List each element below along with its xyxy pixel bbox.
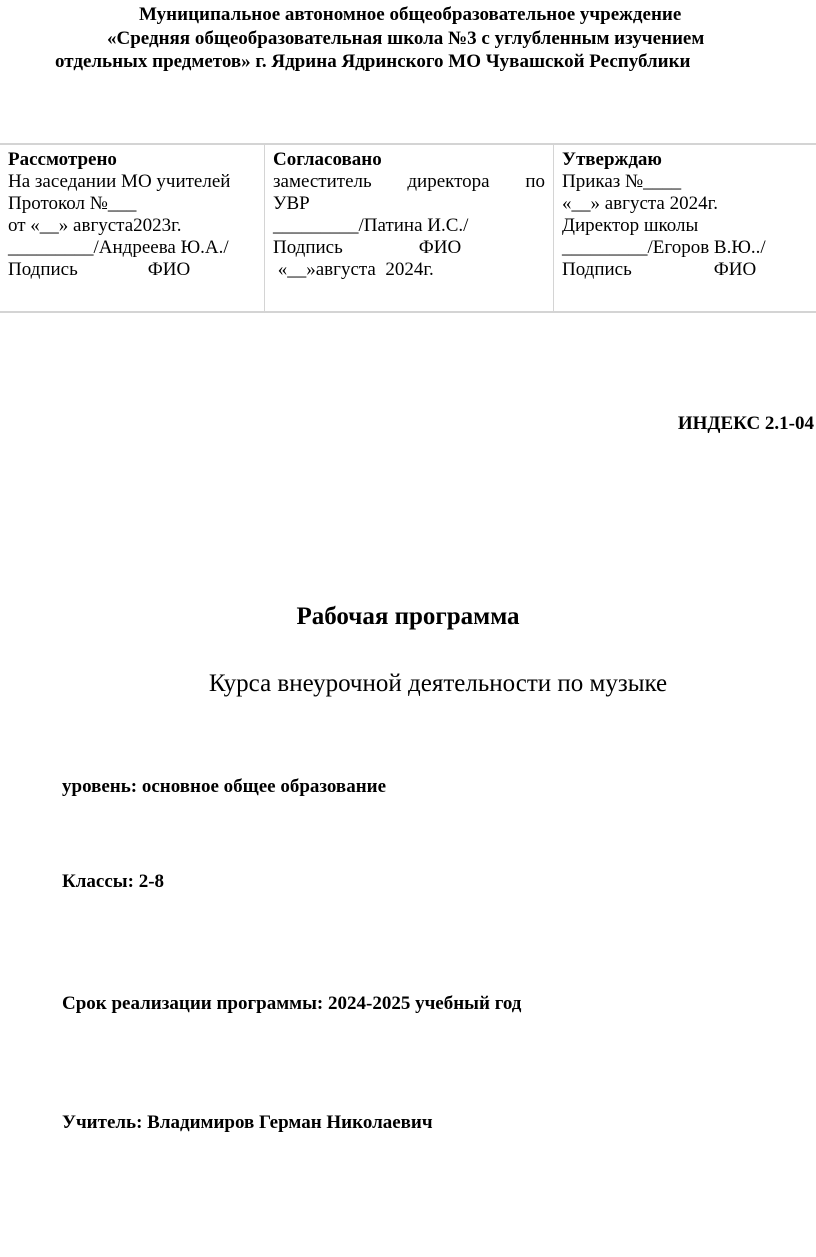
approval-table bbox=[0, 143, 816, 313]
text-line: _________/Патина И.С./ bbox=[273, 215, 469, 236]
header-line-1: Муниципальное автономное общеобразовательное учреждение bbox=[139, 4, 682, 25]
sign-line bbox=[8, 259, 256, 281]
document-index: ИНДЕКС 2.1-04 bbox=[677, 413, 814, 434]
word: заместитель bbox=[273, 171, 372, 192]
cell-reviewed bbox=[0, 144, 265, 312]
sign-label: Подпись bbox=[562, 259, 632, 280]
sign-label: Подпись bbox=[273, 237, 343, 258]
text-line: «__» августа 2024г. bbox=[562, 193, 718, 214]
document-subtitle: Курса внеурочной деятельности по музыке bbox=[208, 670, 668, 697]
sign-line bbox=[562, 259, 808, 281]
text-line: _________/Андреева Ю.А./ bbox=[8, 237, 229, 258]
text-line: «__»августа 2024г. bbox=[273, 259, 434, 280]
education-level: уровень: основное общее образование bbox=[62, 776, 387, 797]
text-line: от «__» августа2023г. bbox=[8, 215, 182, 236]
text-line bbox=[273, 171, 545, 193]
fio-label: ФИО bbox=[418, 237, 462, 258]
teacher: Учитель: Владимиров Герман Николаевич bbox=[62, 1112, 433, 1133]
cell-approved bbox=[554, 144, 816, 312]
text-line: Протокол №___ bbox=[8, 193, 137, 214]
text-line: Директор школы bbox=[562, 215, 699, 236]
document-title: Рабочая программа bbox=[296, 603, 520, 630]
word: директора bbox=[407, 171, 490, 192]
header-line-3: отдельных предметов» г. Ядрина Ядринского МО Чувашской Республики bbox=[55, 51, 691, 72]
classes: Классы: 2-8 bbox=[62, 871, 165, 892]
fio-label: ФИО bbox=[147, 259, 191, 280]
sign-line bbox=[273, 237, 545, 259]
fio-label: ФИО bbox=[713, 259, 757, 280]
sign-label: Подпись bbox=[8, 259, 78, 280]
cell-agreed bbox=[265, 144, 554, 312]
text-line: УВР bbox=[273, 193, 310, 214]
word: по bbox=[525, 171, 545, 192]
header-line-2: «Средняя общеобразовательная школа №3 с углубленным изучением bbox=[107, 28, 705, 49]
reviewed-title: Рассмотрено bbox=[8, 149, 117, 170]
text-line: Приказ №____ bbox=[562, 171, 682, 192]
implementation-term: Срок реализации программы: 2024-2025 учебный год bbox=[62, 993, 522, 1014]
agreed-title: Согласовано bbox=[273, 149, 382, 170]
text-line: _________/Егоров В.Ю../ bbox=[562, 237, 766, 258]
text-line: На заседании МО учителей bbox=[8, 171, 231, 192]
approved-title: Утверждаю bbox=[562, 149, 662, 170]
